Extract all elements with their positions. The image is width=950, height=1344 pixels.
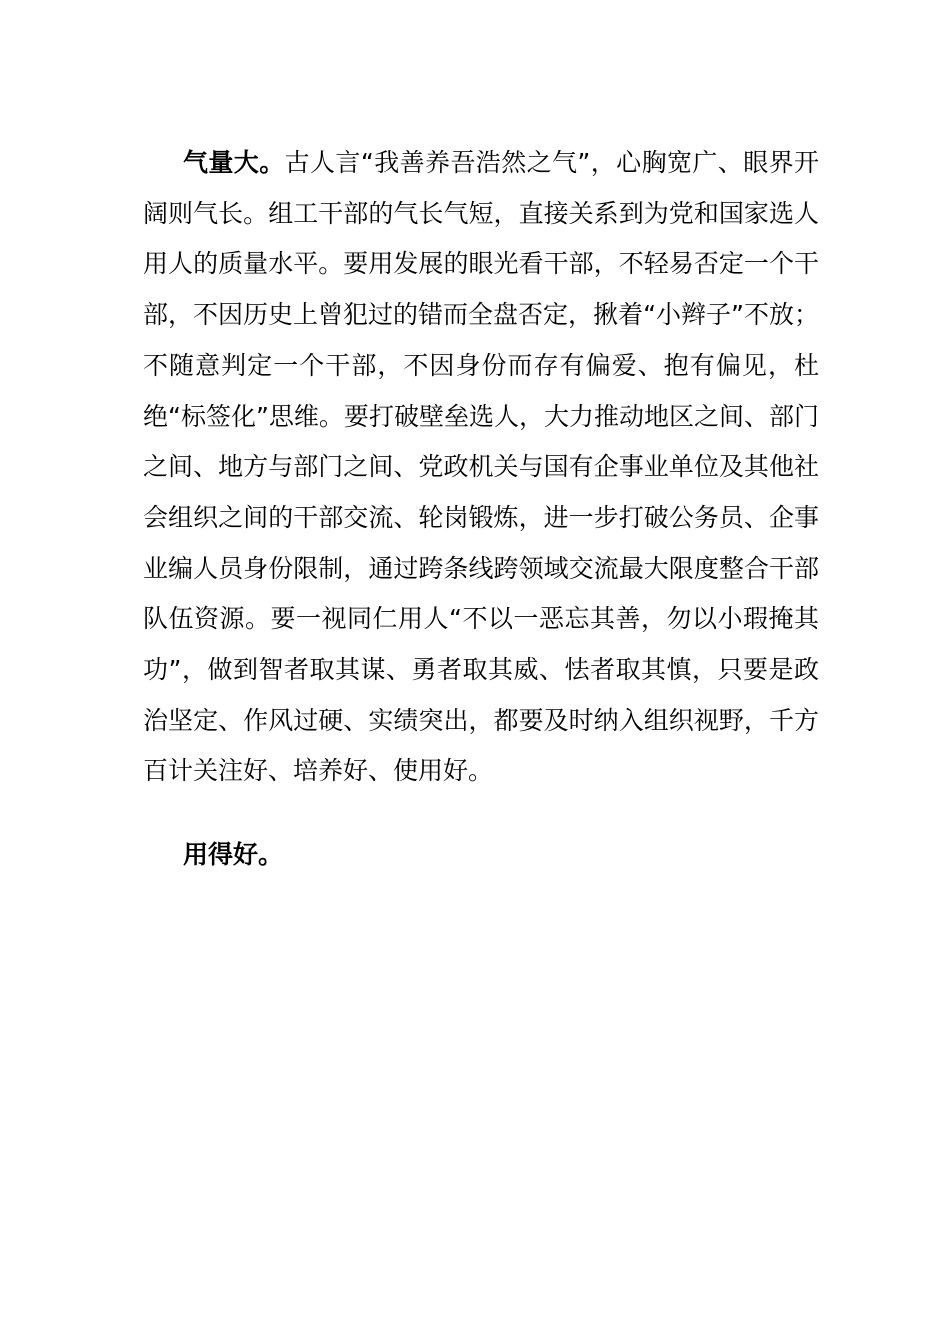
paragraph-heading: 用得好。 [183, 840, 284, 870]
paragraph-heading: 气量大。 [183, 148, 285, 177]
paragraph-yongde-hao [143, 830, 819, 881]
paragraph-text: 古人言“我善养吾浩然之气”，心胸宽广、眼界开阔则气长。组工干部的气长气短，直接关系到为党和国家选人用人的质量水平。要用发展的眼光看干部，不轻易否定一个干部，不因历史上曾犯过的错而全盘否定，揪着“小辫子”不放；不随意判定一个干部，不因身份而存有偏爱、抱有偏见，杜绝“标签化”思维。要打破壁垒选人，大力推动地区之间、部门之间、地方与部门之间、党政机关与国有企事业单位及其他社会组织之间的干部交流、轮岗锻炼，进一步打破公务员、企事业编人员身份限制，通过跨条线跨领域交流最大限度整合干部队伍资源。要一视同仁用人“不以一恶忘其善，勿以小瑕掩其功”，做到智者取其谋、勇者取其威、怯者取其慎，只要是政治坚定、作风过硬、实绩突出，都要及时纳入组织视野，千方百计关注好、培养好、使用好。 [143, 148, 819, 786]
paragraph-qiliang-da [143, 138, 819, 797]
document-body [143, 138, 819, 881]
